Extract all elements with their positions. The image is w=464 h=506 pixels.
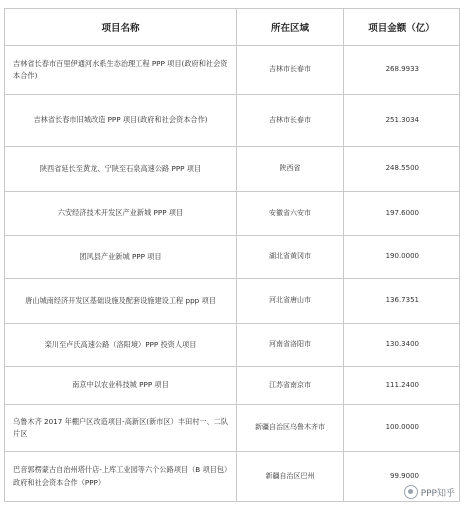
project-name-cell: 陕西省延长至黄龙、宁陕至石泉高速公路 PPP 项目 — [5, 147, 237, 192]
region-cell: 安徽省六安市 — [237, 192, 344, 236]
project-table-container — [4, 8, 459, 502]
table-row — [5, 367, 460, 405]
table-row — [5, 452, 460, 502]
header-amount: 项目金额（亿） — [344, 9, 460, 46]
header-row — [5, 9, 460, 46]
watermark-text: PPP知乎 — [420, 488, 455, 499]
project-name-cell: 南京中以农业科技城 PPP 项目 — [5, 367, 237, 405]
region-cell: 河北省唐山市 — [237, 279, 344, 324]
region-cell: 新疆自治区巴州 — [237, 452, 344, 502]
amount-cell: 111.2400 — [344, 367, 460, 405]
header-project-name: 项目名称 — [5, 9, 237, 46]
table-row — [5, 95, 460, 147]
amount-cell: 251.3034 — [344, 95, 460, 147]
amount-cell: 197.6000 — [344, 192, 460, 236]
project-name-cell: 六安经济技术开发区产业新城 PPP 项目 — [5, 192, 237, 236]
region-cell: 湖北省黄冈市 — [237, 236, 344, 279]
table-row — [5, 46, 460, 95]
amount-cell: 248.5500 — [344, 147, 460, 192]
table-header — [5, 9, 460, 46]
header-region: 所在区域 — [237, 9, 344, 46]
region-cell: 吉林市长春市 — [237, 95, 344, 147]
project-name-cell: 巴音郭楞蒙古自治州塔什店-上库工业园等六个公路项目（B 项目包）政府和社会资本合作（PPP） — [5, 452, 237, 502]
region-cell: 新疆自治区乌鲁木齐市 — [237, 405, 344, 452]
region-cell: 陕西省 — [237, 147, 344, 192]
amount-cell: 100.0000 — [344, 405, 460, 452]
project-name-cell: 唐山城南经济开发区基础设施及配套设施建设工程 ppp 项目 — [5, 279, 237, 324]
table-row — [5, 236, 460, 279]
watermark — [401, 484, 458, 500]
table-row — [5, 279, 460, 324]
project-name-cell: 团风县产业新城 PPP 项目 — [5, 236, 237, 279]
table-row — [5, 405, 460, 452]
table-row — [5, 324, 460, 367]
region-cell: 吉林市长春市 — [237, 46, 344, 95]
project-table — [4, 8, 460, 502]
project-name-cell: 乌鲁木齐 2017 年棚户区改造项目-高新区(新市区）丰田村一、二队片区 — [5, 405, 237, 452]
amount-cell: 130.3400 — [344, 324, 460, 367]
project-name-cell: 栾川至卢氏高速公路（洛阳境）PPP 投资人项目 — [5, 324, 237, 367]
table-row — [5, 192, 460, 236]
amount-cell: 136.7351 — [344, 279, 460, 324]
region-cell: 河南省洛阳市 — [237, 324, 344, 367]
amount-cell: 190.0000 — [344, 236, 460, 279]
amount-cell: 268.9933 — [344, 46, 460, 95]
amount-cell: 99.9000 — [344, 452, 460, 502]
region-cell: 江苏省南京市 — [237, 367, 344, 405]
circle-logo-icon — [404, 485, 418, 499]
project-name-cell: 吉林省长春市旧城改造 PPP 项目(政府和社会资本合作) — [5, 95, 237, 147]
table-body — [5, 46, 460, 502]
project-name-cell: 吉林省长春市百里伊通河水系生态治理工程 PPP 项目(政府和社会资本合作) — [5, 46, 237, 95]
table-row — [5, 147, 460, 192]
